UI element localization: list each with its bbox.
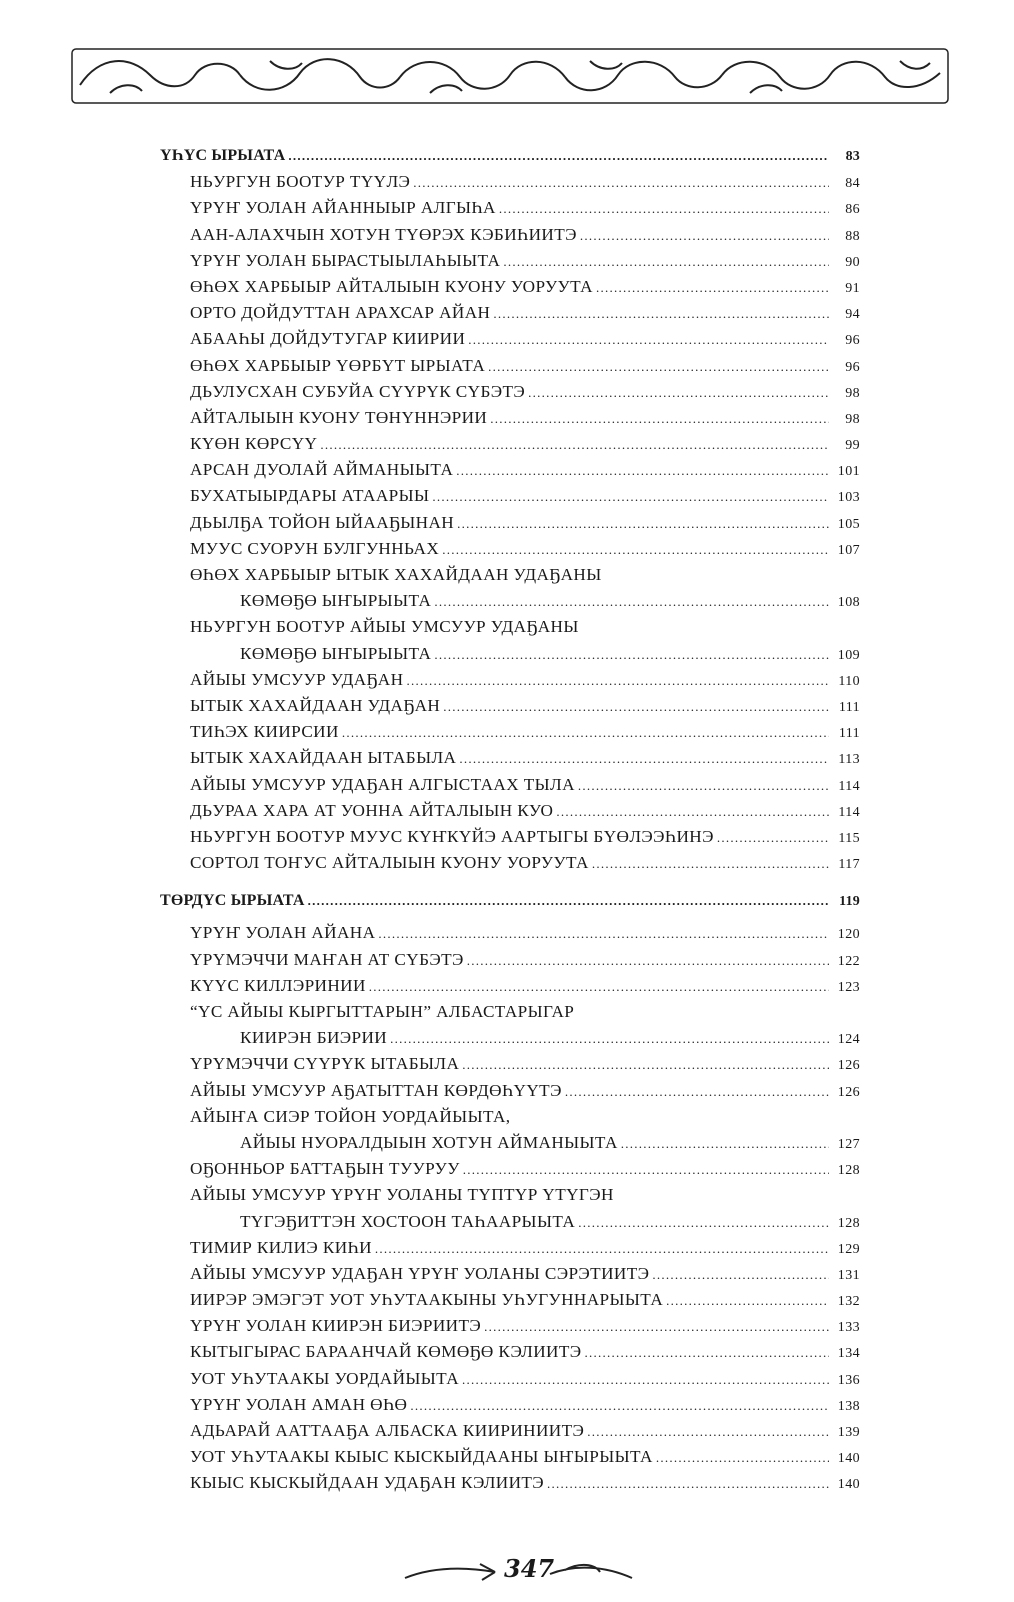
toc-entry: [160, 1366, 860, 1392]
entry-page-number: 128: [837, 1163, 860, 1179]
entry-title: АЙЫЫ УМСУУР УДАҔАН ҮРҮҤ УОЛАНЫ СЭРЭТИИТЭ: [190, 1263, 650, 1283]
toc-entry: [160, 326, 860, 352]
entry-page-number: 117: [838, 857, 860, 873]
entry-title: ҮРҮҤ УОЛАН АЙАНА: [190, 923, 376, 943]
dot-leader: [652, 1262, 829, 1288]
entry-page-number: 120: [837, 927, 860, 943]
toc-entry: [160, 457, 860, 483]
entry-title: СОРТОЛ ТОҤУС АЙТАЛЫЫН КУОНУ УОРУУТА: [190, 853, 589, 873]
toc-entry: [160, 379, 860, 405]
dot-leader: [578, 773, 829, 799]
toc-entry: [160, 1339, 860, 1365]
dot-leader: [432, 484, 829, 510]
entry-page-number: 139: [837, 1425, 860, 1440]
entry-page-number: 124: [837, 1032, 860, 1048]
entry-title: НЬУРГУН БООТУР АЙЫЫ УМСУУР УДАҔАНЫ: [190, 617, 579, 637]
entry-page-number: 99: [845, 438, 860, 454]
dot-leader: [320, 432, 829, 458]
dot-leader: [587, 1419, 829, 1445]
toc-entry: [160, 1156, 860, 1182]
entry-title: ҮРҮМЭЧЧИ МАҤАН АТ СҮБЭТЭ: [190, 949, 464, 969]
toc-entry-continuation: [160, 1130, 860, 1156]
toc-entry: [160, 300, 860, 326]
entry-page-number: 113: [838, 752, 860, 768]
entry-page-number: 101: [837, 464, 860, 480]
entry-page-number: 105: [837, 516, 860, 532]
toc-entry: [160, 483, 860, 509]
toc-entry: [160, 195, 860, 221]
entry-page-number: 114: [838, 778, 860, 794]
dot-leader: [592, 851, 829, 877]
dot-leader: [406, 668, 829, 694]
toc-entry: [160, 562, 860, 588]
entry-title: КЫЫС КЫСКЫЙДААН УДАҔАН КЭЛИИТЭ: [190, 1473, 545, 1493]
entry-page-number: 91: [845, 280, 860, 296]
entry-title: АЙЫЫ УМСУУР УДАҔАН АЛГЫСТААХ ТЫЛА: [190, 774, 575, 794]
dot-leader: [493, 301, 829, 327]
entry-page-number: 111: [838, 726, 860, 742]
entry-title: ӨҺӨХ ХАРБЫЫР ЫТЫК ХАХАЙДААН УДАҔАНЫ: [190, 565, 602, 584]
dot-leader: [584, 1340, 829, 1366]
dot-leader: [666, 1288, 829, 1314]
toc-entry: [160, 973, 860, 999]
toc-entry: [160, 1235, 860, 1261]
toc-entry: [160, 536, 860, 562]
entry-page-number: 131: [837, 1267, 860, 1283]
dot-leader: [378, 921, 829, 947]
entry-title: УОТ УҺУТААКЫ КЫЫС КЫСКЫЙДААНЫ ЫҤЫРЫЫТА: [190, 1447, 653, 1467]
dot-leader: [484, 1314, 829, 1340]
entry-title: КИИРЭН БИЭРИИ: [240, 1028, 388, 1048]
dot-leader: [528, 380, 829, 406]
dot-leader: [457, 511, 829, 537]
entry-title: ОҔОННЬОР БАТТАҔЫН ТУУРУУ: [190, 1159, 460, 1179]
dot-leader: [462, 1367, 829, 1393]
toc-entry: [160, 169, 860, 195]
toc-entry: [160, 1078, 860, 1104]
dot-leader: [547, 1471, 829, 1497]
toc-entry: [160, 772, 860, 798]
entry-title: АЙЫЫ УМСУУР ҮРҮҤ УОЛАНЫ ТҮПТҮР ҮТҮГЭН: [190, 1185, 614, 1205]
dot-leader: [434, 589, 829, 615]
toc-entry: [160, 920, 860, 946]
toc-entry: [160, 1418, 860, 1444]
dot-leader: [456, 458, 829, 484]
entry-title: КҮҮС КИЛЛЭРИНИИ: [190, 975, 366, 995]
toc-entry: [160, 719, 860, 745]
entry-title: ТҮГЭҔИТТЭН ХОСТООН ТАҺААРЫЫТА: [240, 1211, 576, 1231]
entry-title: ҮРҮҤ УОЛАН АМАН ӨҺӨ: [190, 1394, 408, 1414]
entry-page-number: 88: [845, 228, 860, 244]
entry-title: ОРТО ДОЙДУТТАН АРАХСАР АЙАН: [190, 303, 491, 323]
toc-entry: [160, 1444, 860, 1470]
dot-leader: [488, 354, 829, 380]
entry-title: НЬУРГУН БООТУР МУУС КҮҤКҮЙЭ ААРТЫГЫ БҮӨЛЭЭҺИНЭ: [190, 826, 714, 846]
entry-title: КӨМӨҔӨ ЫҤЫРЫЫТА: [240, 591, 432, 611]
entry-page-number: 109: [837, 647, 860, 663]
entry-page-number: 132: [837, 1294, 860, 1310]
entry-title: “ҮС АЙЫЫ КЫРГЫТТАРЫН” АЛБАСТАРЫГАР: [190, 1002, 575, 1021]
entry-title: ТИМИР КИЛИЭ КИҺИ: [190, 1237, 372, 1257]
entry-title: ҮРҮҤ УОЛАН БЫРАСТЫЫЛАҺЫЫТА: [190, 250, 501, 270]
entry-title: ҮРҮҤ УОЛАН КИИРЭН БИЭРИИТЭ: [190, 1316, 482, 1336]
entry-page-number: 90: [845, 254, 860, 270]
entry-title: ҮРҮМЭЧЧИ СҮҮРҮК ЫТАБЫЛА: [190, 1054, 460, 1074]
entry-page-number: 126: [837, 1084, 860, 1100]
entry-title: АЙТАЛЫЫН КУОНУ ТӨНҮННЭРИИ: [190, 407, 488, 427]
dot-leader: [443, 694, 829, 720]
dot-leader: [463, 1157, 829, 1183]
toc-entry: [160, 431, 860, 457]
entry-title: ДЬЫЛҔА ТОЙОН ЫЙААҔЫНАН: [190, 512, 455, 532]
entry-title: ААН-АЛАХЧЫН ХОТУН ТҮӨРЭХ КЭБИҺИИТЭ: [190, 224, 577, 244]
dot-leader: [656, 1445, 829, 1471]
entry-title: АРСАН ДУОЛАЙ АЙМАНЫЫТА: [190, 460, 454, 480]
entry-title: ЫТЫК ХАХАЙДААН УДАҔАН: [190, 695, 441, 715]
toc-entry: [160, 1104, 860, 1130]
toc-entry: [160, 999, 860, 1025]
toc-entry-continuation: [160, 588, 860, 614]
entry-page-number: 133: [837, 1320, 860, 1336]
dot-leader: [717, 825, 829, 851]
dot-leader: [468, 327, 829, 353]
entry-title: ДЬУЛУСХАН СУБУЙА СҮҮРҮК СҮБЭТЭ: [190, 381, 526, 401]
entry-title: ТӨРДҮС ЫРЫАТА: [160, 892, 305, 910]
entry-page-number: 96: [845, 333, 860, 349]
dot-leader: [490, 406, 829, 432]
toc-entry: [160, 693, 860, 719]
entry-title: АЙЫЫ УМСУУР УДАҔАН: [190, 669, 404, 689]
toc-entry: [160, 850, 860, 876]
entry-page-number: 140: [837, 1477, 860, 1493]
dot-leader: [462, 1052, 829, 1078]
entry-page-number: 122: [837, 953, 860, 969]
entry-title: НЬУРГУН БООТУР ТҮҮЛЭ: [190, 172, 411, 192]
entry-title: УОТ УҺУТААКЫ УОРДАЙЫЫТА: [190, 1368, 460, 1388]
toc-entry: [160, 510, 860, 536]
section-heading: [160, 888, 860, 914]
toc-entry: [160, 1470, 860, 1496]
section-gap: [160, 876, 860, 888]
ornamental-border: [70, 45, 950, 107]
dot-leader: [375, 1236, 829, 1262]
dot-leader: [459, 746, 829, 772]
entry-page-number: 128: [837, 1215, 860, 1231]
entry-title: КӨМӨҔӨ ЫҤЫРЫЫТА: [240, 643, 432, 663]
entry-page-number: 108: [837, 595, 860, 611]
entry-title: ҮҺҮС ЫРЫАТА: [160, 147, 286, 164]
dot-leader: [342, 720, 829, 746]
toc-entry-continuation: [160, 641, 860, 667]
table-of-contents: [160, 143, 860, 1497]
entry-page-number: 83: [845, 149, 860, 164]
toc-entry: [160, 248, 860, 274]
toc-entry: [160, 405, 860, 431]
dot-leader: [434, 642, 829, 668]
dot-leader: [499, 196, 829, 222]
entry-title: ТИҺЭХ КИИРСИИ: [190, 722, 339, 742]
entry-title: АБААҺЫ ДОЙДУТУГАР КИИРИИ: [190, 329, 466, 349]
entry-title: ЫТЫК ХАХАЙДААН ЫТАБЫЛА: [190, 748, 457, 768]
entry-title: АЙЫЫ УМСУУР АҔАТЫТТАН КӨРДӨҺҮҮТЭ: [190, 1080, 562, 1100]
entry-title: АЙЫҤА СИЭР ТОЙОН УОРДАЙЫЫТА,: [190, 1106, 511, 1126]
entry-page-number: 98: [845, 385, 860, 401]
entry-title: БУХАТЫЫРДАРЫ АТААРЫЫ: [190, 486, 430, 506]
dot-leader: [467, 948, 829, 974]
entry-title: ҮРҮҤ УОЛАН АЙАННЫЫР АЛГЫҺА: [190, 198, 496, 218]
dot-leader: [442, 537, 829, 563]
dot-leader: [621, 1131, 829, 1157]
toc-entry: [160, 745, 860, 771]
toc-entry: [160, 667, 860, 693]
toc-entry: [160, 798, 860, 824]
toc-entry: [160, 274, 860, 300]
dot-leader: [390, 1026, 829, 1052]
entry-title: АЙЫЫ НУОРАЛДЫЫН ХОТУН АЙМАНЫЫТА: [240, 1132, 618, 1152]
entry-page-number: 129: [837, 1241, 860, 1257]
entry-title: МУУС СУОРУН БУЛГУННЬАХ: [190, 538, 440, 558]
entry-page-number: 119: [839, 894, 860, 910]
entry-title: ДЬУРАА ХАРА АТ УОННА АЙТАЛЫЫН КУО: [190, 800, 554, 820]
dot-leader: [288, 143, 829, 169]
toc-entry: [160, 222, 860, 248]
entry-page-number: 136: [837, 1372, 860, 1388]
entry-page-number: 103: [837, 490, 860, 506]
dot-leader: [410, 1393, 829, 1419]
dot-leader: [578, 1210, 829, 1236]
entry-page-number: 127: [837, 1136, 860, 1152]
entry-page-number: 134: [837, 1346, 860, 1362]
toc-entry: [160, 1182, 860, 1208]
toc-entry-continuation: [160, 1209, 860, 1235]
entry-page-number: 114: [838, 804, 860, 820]
dot-leader: [556, 799, 829, 825]
entry-title: КҮӨН КӨРСҮҮ: [190, 434, 318, 454]
entry-page-number: 96: [845, 359, 860, 375]
toc-entry: [160, 353, 860, 379]
toc-entry: [160, 947, 860, 973]
dot-leader: [565, 1079, 829, 1105]
entry-page-number: 110: [838, 673, 860, 689]
entry-title: ӨҺӨХ ХАРБЫЫР ҮӨРБҮТ ЫРЫАТА: [190, 355, 486, 375]
entry-page-number: 94: [845, 307, 860, 323]
dot-leader: [413, 170, 829, 196]
entry-page-number: 84: [845, 176, 860, 192]
entry-page-number: 115: [838, 830, 860, 846]
entry-page-number: 107: [837, 542, 860, 558]
dot-leader: [580, 223, 829, 249]
dot-leader: [503, 249, 829, 275]
dot-leader: [308, 888, 829, 914]
toc-entry: [160, 824, 860, 850]
dot-leader: [369, 974, 829, 1000]
dot-leader: [596, 275, 829, 301]
entry-title: ӨҺӨХ ХАРБЫЫР АЙТАЛЫЫН КУОНУ УОРУУТА: [190, 276, 593, 296]
section-heading: [160, 143, 860, 169]
toc-entry: [160, 614, 860, 640]
entry-page-number: 98: [845, 411, 860, 427]
toc-entry: [160, 1051, 860, 1077]
entry-page-number: 86: [845, 202, 860, 218]
entry-title: КЫТЫГЫРАС БАРААНЧАЙ КӨМӨҔӨ КЭЛИИТЭ: [190, 1342, 582, 1362]
page-number: 347: [504, 1554, 555, 1583]
toc-entry: [160, 1313, 860, 1339]
toc-entry: [160, 1261, 860, 1287]
toc-entry-continuation: [160, 1025, 860, 1051]
entry-page-number: 140: [837, 1451, 860, 1467]
entry-title: АДЬАРАЙ ААТТААҔА АЛБАСКА КИИРИНИИТЭ: [190, 1421, 585, 1440]
toc-entry: [160, 1392, 860, 1418]
entry-page-number: 138: [837, 1398, 860, 1414]
toc-entry: [160, 1287, 860, 1313]
entry-page-number: 126: [837, 1058, 860, 1074]
entry-title: ИИРЭР ЭМЭГЭТ УОТ УҺУТААКЫНЫ УҺУГУННАРЫЫТА: [190, 1290, 664, 1310]
page-footer: [400, 1552, 640, 1592]
entry-page-number: 111: [838, 699, 860, 715]
entry-page-number: 123: [837, 979, 860, 995]
